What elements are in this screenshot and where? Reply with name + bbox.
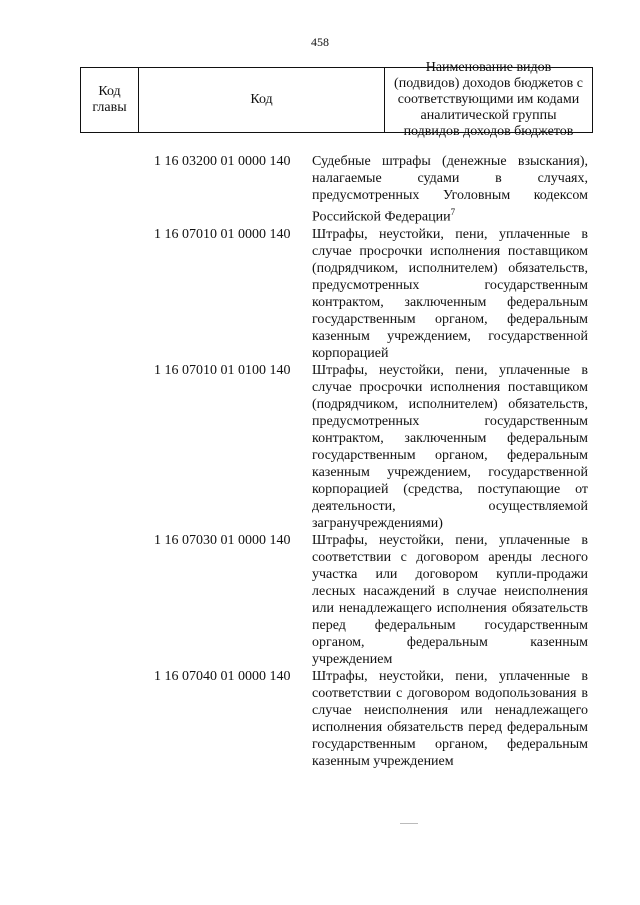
row-code: 1 16 07010 01 0000 140 [154, 226, 291, 242]
row-code: 1 16 03200 01 0000 140 [154, 154, 291, 169]
scan-artifact [400, 823, 418, 824]
header-code: Код [139, 68, 385, 132]
table-row [80, 532, 593, 668]
row-description [312, 153, 588, 226]
table-row [80, 153, 593, 226]
row-code: 1 16 07010 01 0100 140 [154, 362, 291, 378]
row-code: 1 16 07030 01 0000 140 [154, 532, 291, 548]
row-description: Штрафы, неустойки, пени, уплаченные в случае просрочки исполнения поставщиком (подрядчиком, исполнителем) обязательств, предусмотренных государственным контрактом, заключенным федеральным государственным органом, федеральным казенным учреждением, государственной корпорацией [312, 226, 588, 361]
footnote-marker: 7 [450, 207, 456, 217]
row-description: Штрафы, неустойки, пени, уплаченные в соответствии с договором аренды лесного участка или договором купли-продажи лесных насаждений в случае неисполнения или ненадлежащего исполнения обязательств перед федеральным государственным органом, федеральным казенным учреждением [312, 532, 588, 667]
row-description: Штрафы, неустойки, пени, уплаченные в случае просрочки исполнения поставщиком (подрядчиком, исполнителем) обязательств, предусмотренных государственным контрактом, заключенным федеральным государственным органом, федеральным казенным учреждением, государственной корпорацией (средства, поступающие от деятельности, осуществляемой загранучреждениями) [312, 362, 588, 531]
row-description-text: Судебные штрафы (денежные взыскания), налагаемые судами в случаях, предусмотренных Уголовным кодексом Российской Федерации [312, 154, 588, 225]
table-row [80, 226, 593, 362]
table-row [80, 362, 593, 532]
row-code: 1 16 07040 01 0000 140 [154, 668, 291, 684]
page-number: 458 [311, 35, 329, 49]
table-body [80, 153, 593, 770]
table-row [80, 668, 593, 770]
header-name: Наименование видов (подвидов) доходов бюджетов с соответствующими им кодами аналитической группы подвидов доходов бюджетов [394, 60, 583, 139]
table-header [80, 60, 593, 139]
row-description: Штрафы, неустойки, пени, уплаченные в соответствии с договором водопользования в случае неисполнения или ненадлежащего исполнения обязательств перед федеральным государственным органом, федеральным казенным учреждением [312, 668, 588, 769]
header-chapter-code: Код главы [81, 68, 139, 132]
